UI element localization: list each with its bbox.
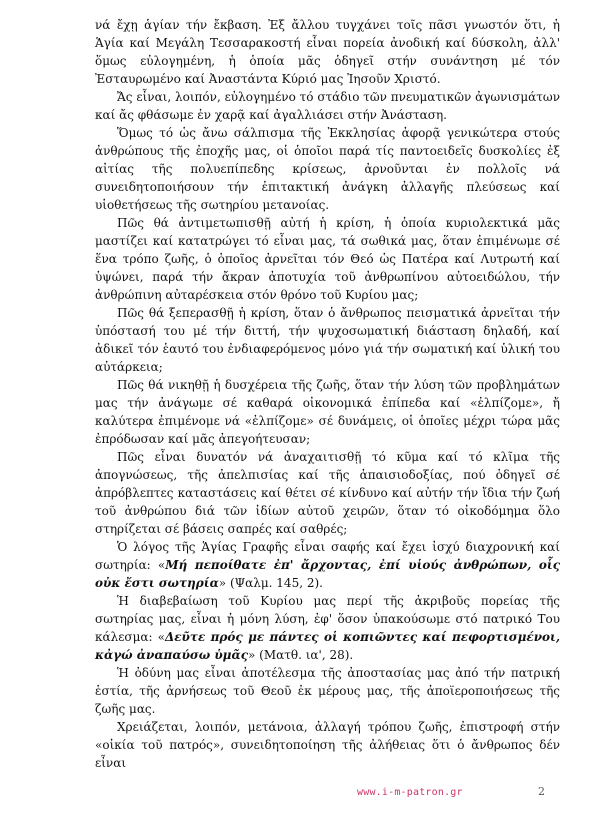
paragraph-text: Ἄς εἶναι, λοιπόν, εὐλογημένο τό στάδιο τῶν πνευματικῶν ἀγωνισμάτων καί ἄς φθάσωμε ἐν χαρᾷ καί ἀγαλλιάσει στήν Ἀνάσταση. [95, 90, 560, 122]
paragraph-text: Χρειάζεται, λοιπόν, μετάνοια, ἀλλαγή τρόπου ζωῆς, ἐπιστροφή στήν «οἰκία τοῦ πατρός», συνειδητοποίηση τῆς ἀλήθειας ὅτι ὁ ἄνθρωπος δέν εἶναι [95, 720, 560, 770]
paragraph-text: » (Ψαλμ. 145, 2). [218, 576, 323, 590]
page-number: 2 [538, 785, 545, 798]
footer-website-link[interactable]: www.i-m-patron.gr [357, 787, 463, 798]
paragraph-text: Ἡ διαβεβαίωση τοῦ Κυρίου μας περί τῆς ἀκριβοῦς πορείας τῆς σωτηρίας μας, εἶναι ἡ μόνη λύση, ἐφ' ὅσον ὑπακούσωμε στό πατρικό Του κάλεσμα: « [95, 594, 560, 644]
paragraph-text: νά ἔχῃ ἁγίαν τήν ἔκβαση. Ἐξ ἄλλου τυγχάνει τοῖς πᾶσι γνωστόν ὅτι, ἡ Ἁγία καί Μεγάλη Τεσσαρακοστή εἶναι πορεία ἀνοδική καί δύσκολη, ἀλλ' ὅμως εὐλογημένη, ἡ ὁποία μᾶς ὁδηγεῖ στήν συνάντηση μέ τόν Ἐσταυρωμένο καί Ἀναστάντα Κύριό μας Ἰησοῦν Χριστό. [95, 18, 560, 86]
paragraph-text: Πῶς θά ξεπερασθῇ ἡ κρίση, ὅταν ὁ ἄνθρωπος πεισματικά ἀρνεῖται τήν ὑπόστασή του μέ τήν διττή, τήν ψυχοσωματική διάσταση δηλαδή, καί ἀδικεῖ τόν ἑαυτό του ἐνδιαφερόμενος μόνο γιά τήν σωματική καί ὑλική του αὐτάρκεια; [95, 306, 560, 374]
paragraph-text: » (Ματθ. ια', 28). [248, 648, 354, 662]
paragraph-text: Ὁ λόγος τῆς Ἁγίας Γραφῆς εἶναι σαφής καί ἔχει ἰσχύ διαχρονική καί σωτηρία: « [95, 540, 560, 572]
body-paragraph [95, 124, 560, 214]
body-paragraph [95, 448, 560, 538]
body-paragraph [95, 718, 560, 772]
paragraph-text: Πῶς θά νικηθῇ ἡ δυσχέρεια τῆς ζωῆς, ὅταν τήν λύση τῶν προβλημάτων μας τήν ἀνάγωμε σέ καθαρά οἰκονομικά ἐπίπεδα καί «ἐλπίζομε», ἤ καλύτερα ἐπιμένομε νά «ἐλπίζομε» σέ δυνάμεις, οἱ ὁποῖες μέχρι τώρα μᾶς ἐπρόδωσαν καί μᾶς ἀπεγοήτευσαν; [95, 378, 560, 446]
paragraph-text: Πῶς θά ἀντιμετωπισθῇ αὐτή ἡ κρίση, ἡ ὁποία κυριολεκτικά μᾶς μαστίζει καί κατατρώγει τό εἶναι μας, τά σωθικά μας, ὅταν ἐπιμένωμε σέ ἕνα τρόπο ζωῆς, ὁ ὁποῖος ἀρνεῖται τόν Θεό ὡς Πατέρα καί Λυτρωτή καί ὑψώνει, παρά τήν ἄκραν ἀποτυχία τοῦ ἀνθρωπίνου αὐτοειδώλου, τήν ἀνθρώπινη αὐταρέσκεια στόν θρόνο τοῦ Κυρίου μας; [95, 216, 560, 302]
document-body [95, 16, 560, 772]
body-paragraph [95, 16, 560, 88]
body-paragraph [95, 538, 560, 592]
paragraph-text: Ὅμως τό ὡς ἄνω σάλπισμα τῆς Ἐκκλησίας ἀφορᾷ γενικώτερα στούς ἀνθρώπους τῆς ἐποχῆς μας, οἱ ὁποῖοι παρά τίς παντοειδεῖς δυσκολίες ἐξ αἰτίας τῆς πολυεπίπεδης κρίσεως, ἀρνοῦνται ἐν πολλοῖς νά συνειδητοποιήσουν τήν ἐπιτακτική ἀνάγκη ἀλλαγῆς πλεύσεως καί υἱοθετήσεως τῆς σωτηρίου μετανοίας. [95, 126, 560, 212]
paragraph-text: Ἡ ὀδύνη μας εἶναι ἀποτέλεσμα τῆς ἀποστασίας μας ἀπό τήν πατρική ἑστία, τῆς ἀρνήσεως τοῦ Θεοῦ ἐκ μέρους μας, τῆς ἀποϊεροποιήσεως τῆς ζωῆς μας. [95, 666, 560, 716]
scripture-quote: Μή πεποίθατε ἐπ' ἄρχοντας, ἐπί υἱούς ἀνθρώπων, οἷς οὐκ ἔστι σωτηρία [95, 558, 560, 590]
body-paragraph [95, 88, 560, 124]
body-paragraph [95, 214, 560, 304]
body-paragraph [95, 664, 560, 718]
body-paragraph [95, 376, 560, 448]
body-paragraph [95, 592, 560, 664]
scripture-quote: Δεῦτε πρός με πάντες οἱ κοπιῶντες καί πεφορτισμένοι, κἀγώ ἀναπαύσω ὑμᾶς [95, 630, 561, 662]
paragraph-text: Πῶς εἶναι δυνατόν νά ἀναχαιτισθῇ τό κῦμα καί τό κλῖμα τῆς ἀπογνώσεως, τῆς ἀπελπισίας καί τῆς ἀπαισιοδοξίας, πού ὁδηγεῖ σέ ἀπρόβλεπτες καταστάσεις καί θέτει σέ κίνδυνο καί αὐτήν τήν ἴδια τήν ζωή τοῦ ἀνθρώπου διά τῶν ἰδίων αὐτοῦ χειρῶν, ὅταν τό οἰκοδόμημα ὅλο στηρίζεται σέ βάσεις σαπρές καί σαθρές; [95, 450, 560, 536]
body-paragraph [95, 304, 560, 376]
